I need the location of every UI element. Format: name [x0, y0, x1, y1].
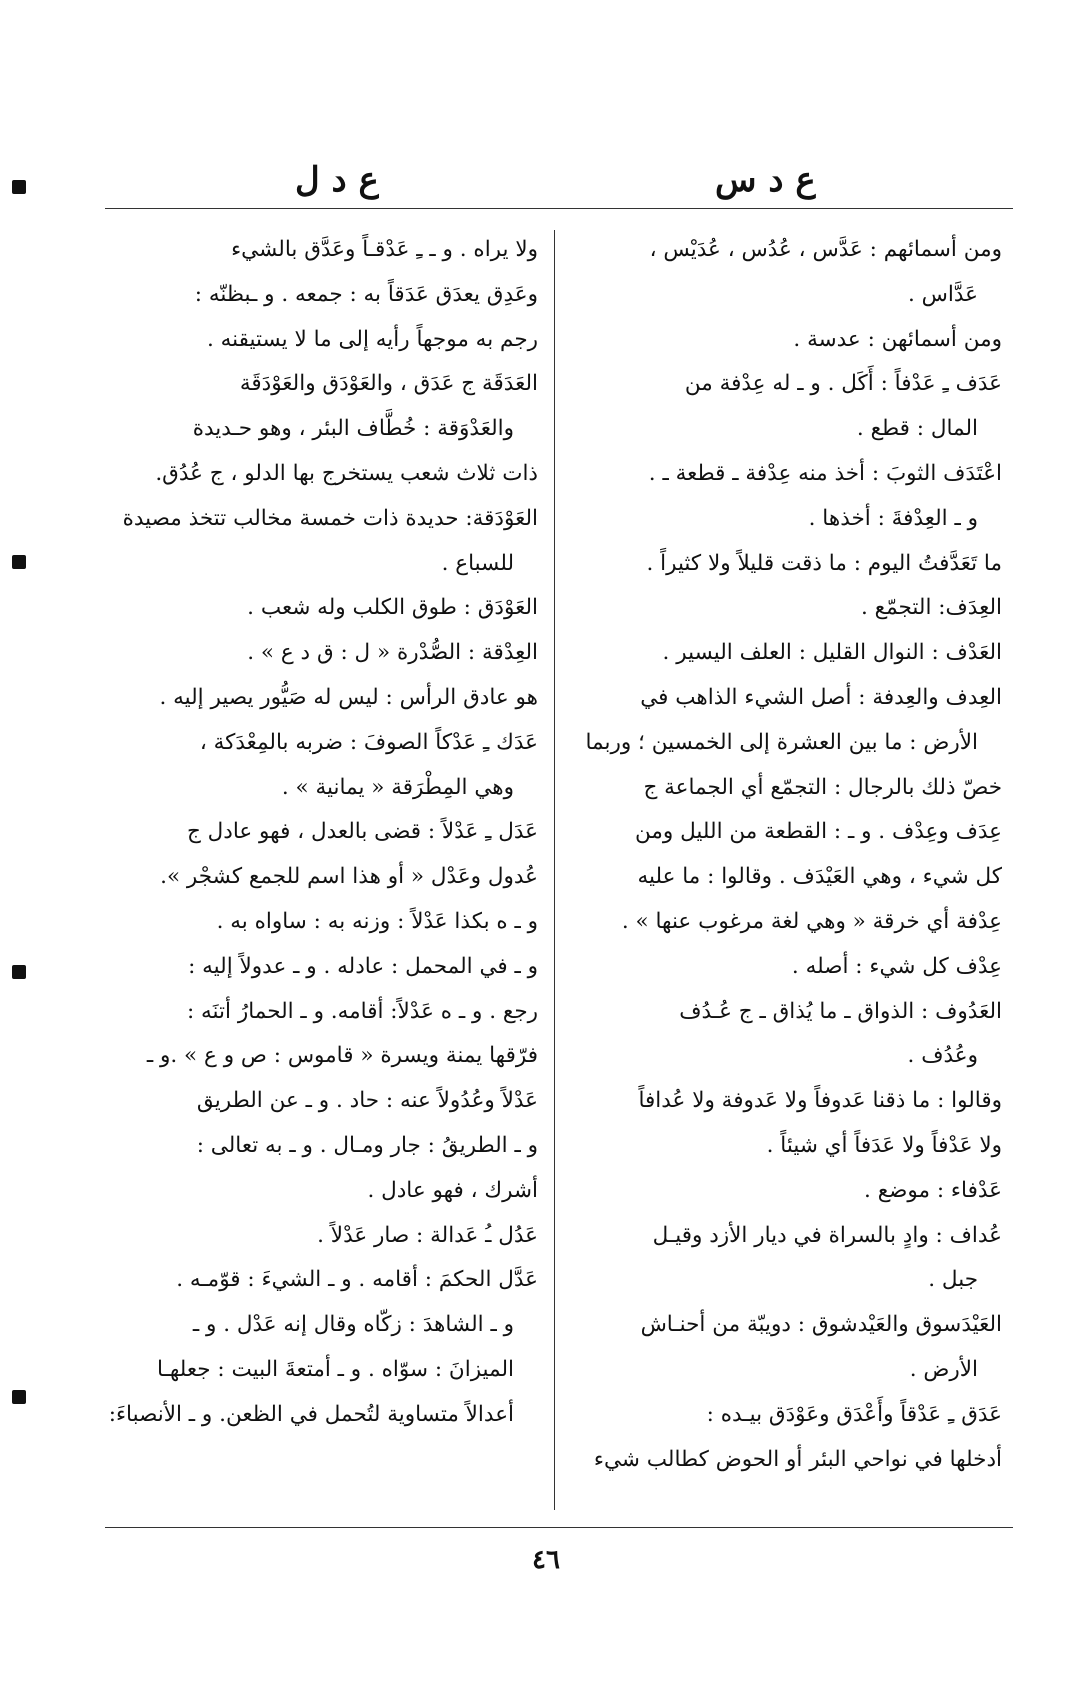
entry-line: العَدُوف : الذواق ـ ما يُذاق ـ ج عُـدُف	[679, 998, 1002, 1024]
entry-line: المال : قطع .	[856, 416, 978, 442]
entry-line: عُدول وعَدْل « أو هذا اسم للجمع كشجْر ».	[160, 864, 538, 890]
entry-line: و ـ العِدْفةَ : أخذها .	[808, 505, 978, 531]
entry-line: فرّقها يمنة ويسرة « قاموس : ص و ع » .و ـ	[146, 1043, 538, 1069]
entry-line: عَدَك ـِ عَدْكاً الصوفَ : ضربه بالمِعْدَكة ،	[199, 729, 538, 755]
entry-line: عِدْف كل شيء : أصله .	[791, 953, 1002, 979]
entry-line: جبل .	[928, 1267, 978, 1293]
entry-line: هو عادق الرأس : ليس له صَيُّور يصير إليه .	[159, 684, 538, 710]
page-number: ٤٦	[532, 1545, 560, 1575]
top-rule	[105, 208, 1013, 209]
entry-line: وقالوا : ما ذقنا عَدوفاً ولا عَدوفة ولا عُدافاً	[638, 1088, 1002, 1114]
entry-line: عُداف : وادٍ بالسراة في ديار الأزد وقيـل	[652, 1222, 1002, 1248]
entry-line: أدخلها في نواحي البئر أو الحوض كطالب شيء	[593, 1446, 1002, 1472]
entry-line: الميزانَ : سوّاه . و ـ أمتعةَ البيت : جعلهـا	[157, 1356, 514, 1382]
entry-line: الأرض .	[909, 1356, 978, 1382]
entry-line: عَدَق ـِ عَدْقاً وأَعْدَق وعَوْدَق بيـده :	[706, 1401, 1002, 1427]
entry-line: و ـ الطريقُ : جار ومـال . و ـ به تعالى :	[196, 1132, 538, 1158]
scan-margin-mark	[12, 1390, 26, 1404]
left-column-root-header: ع د ل	[295, 160, 379, 200]
entry-line: و ـ الشاهدَ : زكّاه وقال إنه عَدْل . و ـ	[192, 1312, 514, 1338]
entry-line: عَدْفاء : موضع .	[864, 1177, 1002, 1203]
entry-line: ولا يراه . و ـ ـِ عَدْقـاً وعَدَّق بالشيء	[231, 237, 538, 262]
entry-line: كل شيء ، وهي العَيْدَف . وقالوا : ما عليه	[637, 864, 1002, 890]
entry-line: رجع . و ـ ه عَدْلاً: أقامه. و ـ الحمارُ أتنَه :	[186, 998, 538, 1024]
scan-margin-mark	[12, 555, 26, 569]
entry-line: عِدْفة أي خرقة « وهي لغة مرغوب عنها » .	[621, 908, 1002, 934]
entry-line: عَدَل ـِ عَدْلاً : قضى بالعدل ، فهو عادل ج	[186, 819, 538, 845]
entry-line: عَدْلاً وعُدُولاً عنه : حاد . و ـ عن الطريق	[196, 1088, 538, 1114]
entry-line: و ـ ه بكذا عَدْلاً : وزنه به : ساواه به .	[216, 908, 538, 934]
entry-line: أشرك ، فهو عادل .	[367, 1177, 538, 1203]
entry-line: وعُدُف .	[907, 1043, 978, 1069]
entry-line: ذات ثلاث شعب يستخرج بها الدلو ، ج عُدُق.	[155, 460, 538, 486]
entry-line: ومن أسمائهم : عَدَّس ، عُدُس ، عُدَيْس ،	[649, 237, 1002, 262]
entry-line: العَدَقَة ج عَدَق ، والعَوْدَق والعَوْدَقَة	[239, 371, 538, 397]
entry-line: عِدَف وعِدْف . و ـ : القطعة من الليل ومن	[635, 819, 1002, 845]
scan-margin-mark	[12, 180, 26, 194]
entry-line: العَوْدَق : طوق الكلب وله شعب .	[247, 595, 538, 621]
entry-line: والعَدْوَقة : خُطَّاف البئر ، وهو حـديدة	[192, 416, 514, 442]
entry-line: أعدالاً متساوية لتُحمل في الظعن. و ـ الأنصباءَ:	[108, 1401, 514, 1427]
entry-line: عَدَّل الحكمَ : أقامه . و ـ الشيءَ : قوّمـه .	[176, 1267, 538, 1293]
entry-line: وعَدِق يعدَق عَدَقاً به : جمعه . و ـبظنّه :	[194, 281, 538, 307]
entry-line: عَدَف ـِ عَدْفاً : أَكَل . و ـ له عِدْفة من	[684, 371, 1002, 397]
entry-line: ومن أسمائهن : عدسة .	[793, 326, 1002, 352]
entry-line: العَوْدَقة: حديدة ذات خمسة مخالب تتخذ مصيدة	[122, 505, 538, 531]
entry-line: العِدف والعِدفة : أصل الشيء الذاهب في	[640, 684, 1002, 710]
entry-line: العِدْقة : الصُّدْرة « ل : ق د ع » .	[247, 640, 538, 666]
entry-line: وهي المِطْرَقة « يمانية » .	[281, 774, 514, 800]
entry-line: ولا عَدْفاً ولا عَدَفاً أي شيئاً .	[766, 1132, 1002, 1158]
entry-line: ما تَعَدَّفتُ اليوم : ما ذقت قليلاً ولا كثيراً .	[646, 550, 1002, 576]
entry-line: العَيْدَسوق والعَيْدشوق : دويبّة من أحنـاش	[640, 1312, 1002, 1338]
entry-line: العَدْف : النوال القليل : العلف اليسير .	[662, 640, 1002, 666]
entry-line: للسباع .	[441, 550, 514, 576]
entry-line: عَدُل ـُ عَدالة : صار عَدْلاً .	[317, 1222, 538, 1248]
right-column	[572, 228, 1002, 1482]
entry-line: رجم به موجهاً رأيه إلى ما لا يستيقنه .	[206, 326, 538, 352]
left-column	[88, 228, 538, 1438]
entry-line: عَدَّاس .	[907, 281, 978, 307]
right-column-root-header: ع د س	[715, 160, 816, 200]
entry-line: و ـ في المحمل : عادله . و ـ عدولاً إليه :	[188, 953, 538, 979]
scan-margin-mark	[12, 965, 26, 979]
entry-line: اعْتَدَف الثوبَ : أخذ منه عِدْفة ـ قطعة ـ .	[648, 460, 1002, 486]
entry-line: العِدَف: التجمّع .	[861, 595, 1002, 621]
bottom-rule	[105, 1527, 1013, 1528]
column-divider	[554, 230, 555, 1510]
entry-line: الأرض : ما بين العشرة إلى الخمسين ؛ وربما	[585, 729, 978, 755]
entry-line: خصّ ذلك بالرجال : التجمّع أي الجماعة ج	[643, 774, 1002, 800]
